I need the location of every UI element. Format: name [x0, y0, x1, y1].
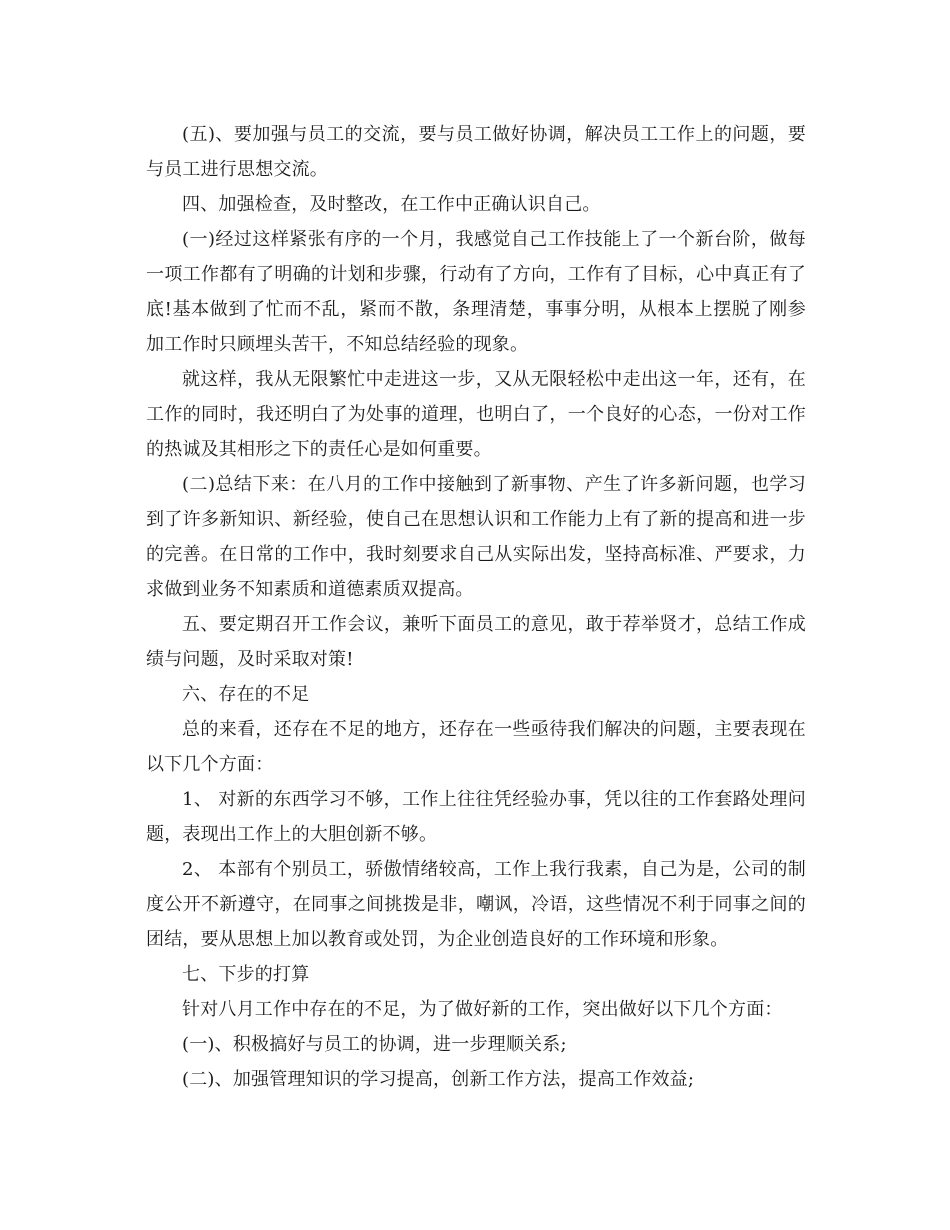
paragraph-plan-intro: 针对八月工作中存在的不足，为了做好新的工作，突出做好以下几个方面： [182, 999, 783, 1020]
heading-section-four: 四、加强检查，及时整改，在工作中正确认识自己。 [182, 194, 601, 215]
paragraph-reflection: 就这样，我从无限繁忙中走进这一步，又从无限轻松中走出这一年，还有，在工作的同时，我还明白了为处事的道理，也明白了，一个良好的心态，一份对工作的热诚及其相形之下的责任心是如何重要。 [146, 369, 806, 460]
paragraph-shortcomings-intro: 总的来看，还存在不足的地方，还存在一些亟待我们解决的问题，主要表现在以下几个方面： [146, 719, 806, 775]
paragraph-progress: (一)经过这样紧张有序的一个月，我感觉自己工作技能上了一个新台阶，做每一项工作都有了明确的计划和步骤，行动有了方向，工作有了目标，心中真正有了底!基本做到了忙而不乱，紧而不散，条理清楚，事事分明，从根本上摆脱了刚参加工作时只顾埋头苦干，不知总结经验的现象。 [146, 229, 806, 355]
paragraph-coordination: (五)、要加强与员工的交流，要与员工做好协调，解决员工工作上的问题，要与员工进行思想交流。 [146, 124, 806, 180]
list-item-plan-1: (一)、积极搞好与员工的协调，进一步理顺关系; [182, 1034, 567, 1055]
heading-section-six: 六、存在的不足 [182, 684, 310, 705]
paragraph-summary: (二)总结下来：在八月的工作中接触到了新事物、产生了许多新问题，也学习到了许多新知识、新经验，使自己在思想认识和工作能力上有了新的提高和进一步的完善。在日常的工作中，我时刻要求自己从实际出发，坚持高标准、严要求，力求做到业务不知素质和道德素质双提高。 [146, 474, 806, 600]
heading-section-seven: 七、下步的打算 [182, 964, 310, 985]
list-item-shortcoming-2: 2、 本部有个别员工，骄傲情绪较高，工作上我行我素，自己为是，公司的制度公开不新遵守，在同事之间挑拨是非，嘲讽，冷语，这些情况不利于同事之间的团结，要从思想上加以教育或处罚，为企业创造良好的工作环境和形象。 [146, 859, 806, 950]
list-item-plan-2: (二)、加强管理知识的学习提高，创新工作方法，提高工作效益; [182, 1069, 695, 1090]
list-item-shortcoming-1: 1、 对新的东西学习不够，工作上往往凭经验办事，凭以往的工作套路处理问题，表现出工作上的大胆创新不够。 [146, 789, 806, 845]
document-body [146, 117, 806, 1097]
heading-section-five: 五、要定期召开工作会议，兼听下面员工的意见，敢于荐举贤才，总结工作成绩与问题，及时采取对策! [146, 614, 806, 670]
